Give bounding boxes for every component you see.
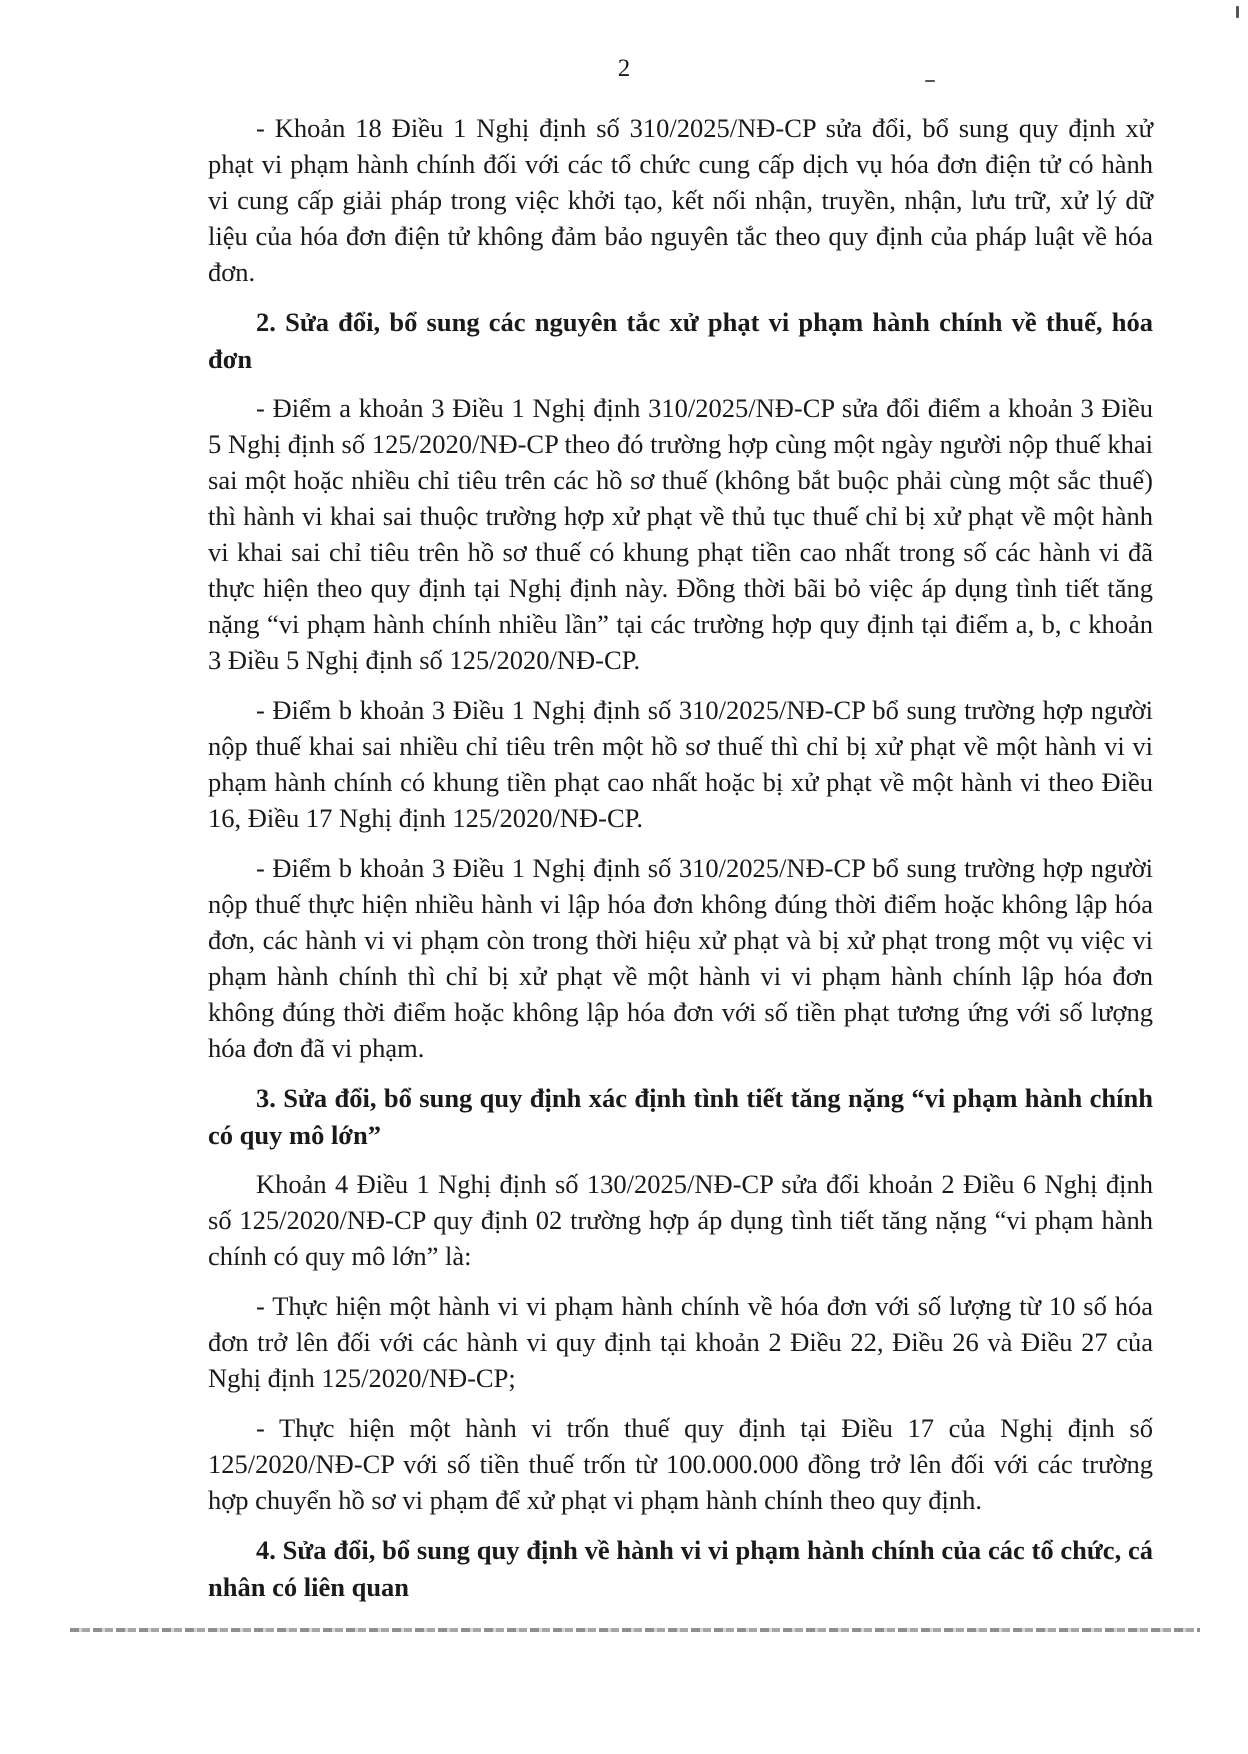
scan-artifact-mark — [1236, 6, 1239, 18]
paragraph-diem-b-1: - Điểm b khoản 3 Điều 1 Nghị định số 310/2025/NĐ-CP bổ sung trường hợp người nộp thuế khai sai nhiều chỉ tiêu trên một hồ sơ thuế thì chỉ bị xử phạt về một hành vi vi phạm hành chính có khung tiền phạt cao nhất hoặc bị xử phạt về một hành vi theo Điều 16, Điều 17 Nghị định 125/2020/NĐ-CP. — [208, 695, 1153, 833]
paragraph-khoan-18: - Khoản 18 Điều 1 Nghị định số 310/2025/NĐ-CP sửa đổi, bổ sung quy định xử phạt vi phạm hành chính đối với các tổ chức cung cấp dịch vụ hóa đơn điện tử có hành vi cung cấp giải pháp trong việc khởi tạo, kết nối nhận, truyền, nhận, lưu trữ, xử lý dữ liệu của hóa đơn điện tử không đảm bảo nguyên tắc theo quy định của pháp luật về hóa đơn. — [208, 113, 1153, 287]
scan-artifact-line — [70, 1628, 1200, 1632]
section-heading-2: 2. Sửa đổi, bổ sung các nguyên tắc xử phạt vi phạm hành chính về thuế, hóa đơn — [208, 307, 1153, 374]
section-heading-4: 4. Sửa đổi, bổ sung quy định về hành vi vi phạm hành chính của các tổ chức, cá nhân có liên quan — [208, 1535, 1153, 1602]
paragraph-hoa-don: - Thực hiện một hành vi vi phạm hành chính về hóa đơn với số lượng từ 10 số hóa đơn trở lên đối với các hành vi quy định tại khoản 2 Điều 22, Điều 26 và Điều 27 của Nghị định 125/2020/NĐ-CP; — [208, 1291, 1153, 1393]
page-number: 2 — [617, 55, 631, 82]
document-body — [208, 110, 1153, 1618]
paragraph-khoan-4: Khoản 4 Điều 1 Nghị định số 130/2025/NĐ-CP sửa đổi khoản 2 Điều 6 Nghị định số 125/2020/NĐ-CP quy định 02 trường hợp áp dụng tình tiết tăng nặng “vi phạm hành chính có quy mô lớn” là: — [208, 1169, 1153, 1271]
paragraph-diem-b-2: - Điểm b khoản 3 Điều 1 Nghị định số 310/2025/NĐ-CP bổ sung trường hợp người nộp thuế thực hiện nhiều hành vi lập hóa đơn không đúng thời điểm hoặc không lập hóa đơn, các hành vi vi phạm còn trong thời hiệu xử phạt và bị xử phạt trong một vụ việc vi phạm hành chính thì chỉ bị xử phạt về một hành vi vi phạm hành chính lập hóa đơn không đúng thời điểm hoặc không lập hóa đơn với số tiền phạt tương ứng với số lượng hóa đơn đã vi phạm. — [208, 853, 1153, 1063]
paragraph-tron-thue: - Thực hiện một hành vi trốn thuế quy định tại Điều 17 của Nghị định số 125/2020/NĐ-CP với số tiền thuế trốn từ 100.000.000 đồng trở lên đối với các trường hợp chuyển hồ sơ vi phạm để xử phạt vi phạm hành chính theo quy định. — [208, 1413, 1153, 1515]
section-heading-3: 3. Sửa đổi, bổ sung quy định xác định tình tiết tăng nặng “vi phạm hành chính có quy mô lớn” — [208, 1083, 1153, 1150]
paragraph-diem-a: - Điểm a khoản 3 Điều 1 Nghị định 310/2025/NĐ-CP sửa đổi điểm a khoản 3 Điều 5 Nghị định số 125/2020/NĐ-CP theo đó trường hợp cùng một ngày người nộp thuế khai sai một hoặc nhiều chỉ tiêu trên các hồ sơ thuế (không bắt buộc phải cùng một sắc thuế) thì hành vi khai sai thuộc trường hợp xử phạt về thủ tục thuế chỉ bị xử phạt về một hành vi khai sai chỉ tiêu trên hồ sơ thuế có khung phạt tiền cao nhất trong số các hành vi đã thực hiện theo quy định tại Nghị định này. Đồng thời bãi bỏ việc áp dụng tình tiết tăng nặng “vi phạm hành chính nhiều lần” tại các trường hợp quy định tại điểm a, b, c khoản 3 Điều 5 Nghị định số 125/2020/NĐ-CP. — [208, 393, 1153, 675]
scan-artifact-mark — [925, 80, 935, 82]
